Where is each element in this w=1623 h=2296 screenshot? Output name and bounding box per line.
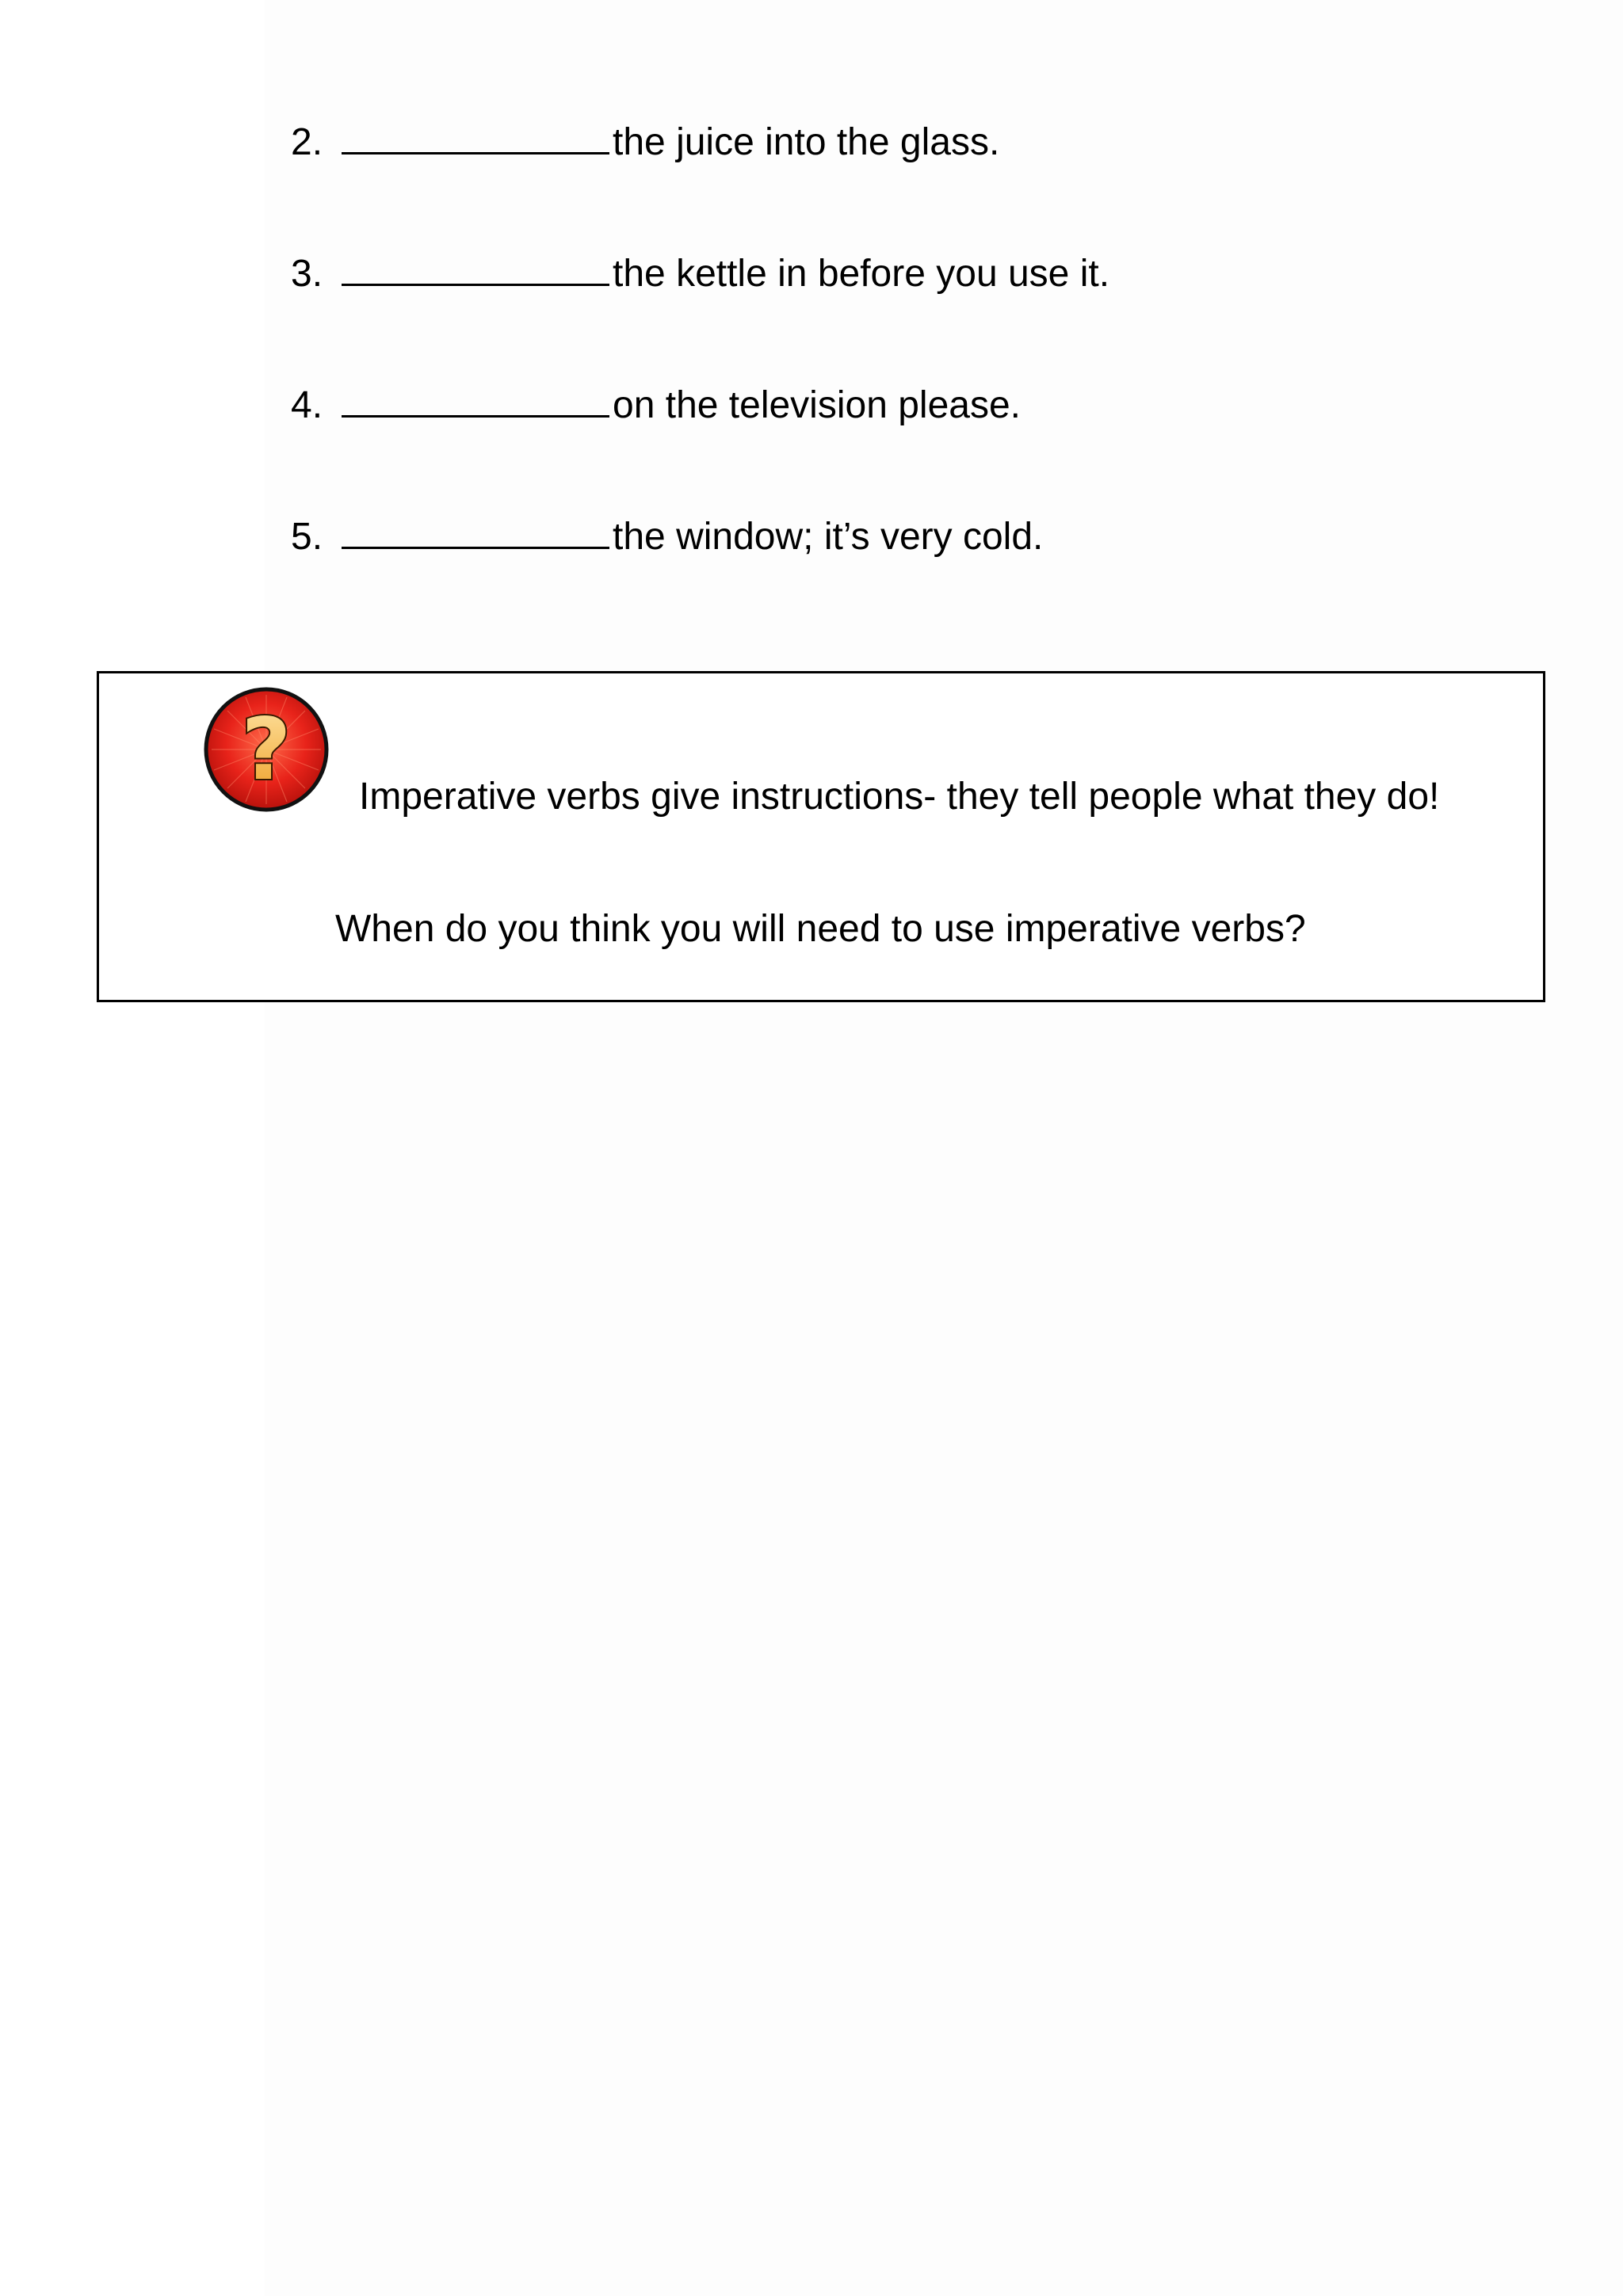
tip-box <box>97 671 1545 1002</box>
item-number: 2. <box>291 121 323 163</box>
answer-blank[interactable] <box>342 120 609 154</box>
item-number: 4. <box>291 384 323 426</box>
svg-text:?: ? <box>241 700 292 799</box>
question-mark-icon <box>202 685 330 814</box>
exercise-item-5 <box>291 515 1043 559</box>
answer-blank[interactable] <box>342 515 609 549</box>
item-number: 5. <box>291 516 323 558</box>
item-sentence: on the television please. <box>613 384 1022 426</box>
exercise-item-3 <box>291 252 1109 296</box>
tip-question: When do you think you will need to use imperative verbs? <box>335 908 1306 950</box>
exercise-item-4 <box>291 383 1021 428</box>
item-sentence: the kettle in before you use it. <box>613 253 1110 295</box>
item-sentence: the window; it’s very cold. <box>613 516 1044 558</box>
item-number: 3. <box>291 253 323 295</box>
exercise-item-2 <box>291 120 999 165</box>
page-background <box>265 0 1623 2296</box>
answer-blank[interactable] <box>342 383 609 418</box>
item-sentence: the juice into the glass. <box>613 121 1000 163</box>
tip-statement: Imperative verbs give instructions- they tell people what they do! <box>359 776 1440 818</box>
answer-blank[interactable] <box>342 252 609 286</box>
